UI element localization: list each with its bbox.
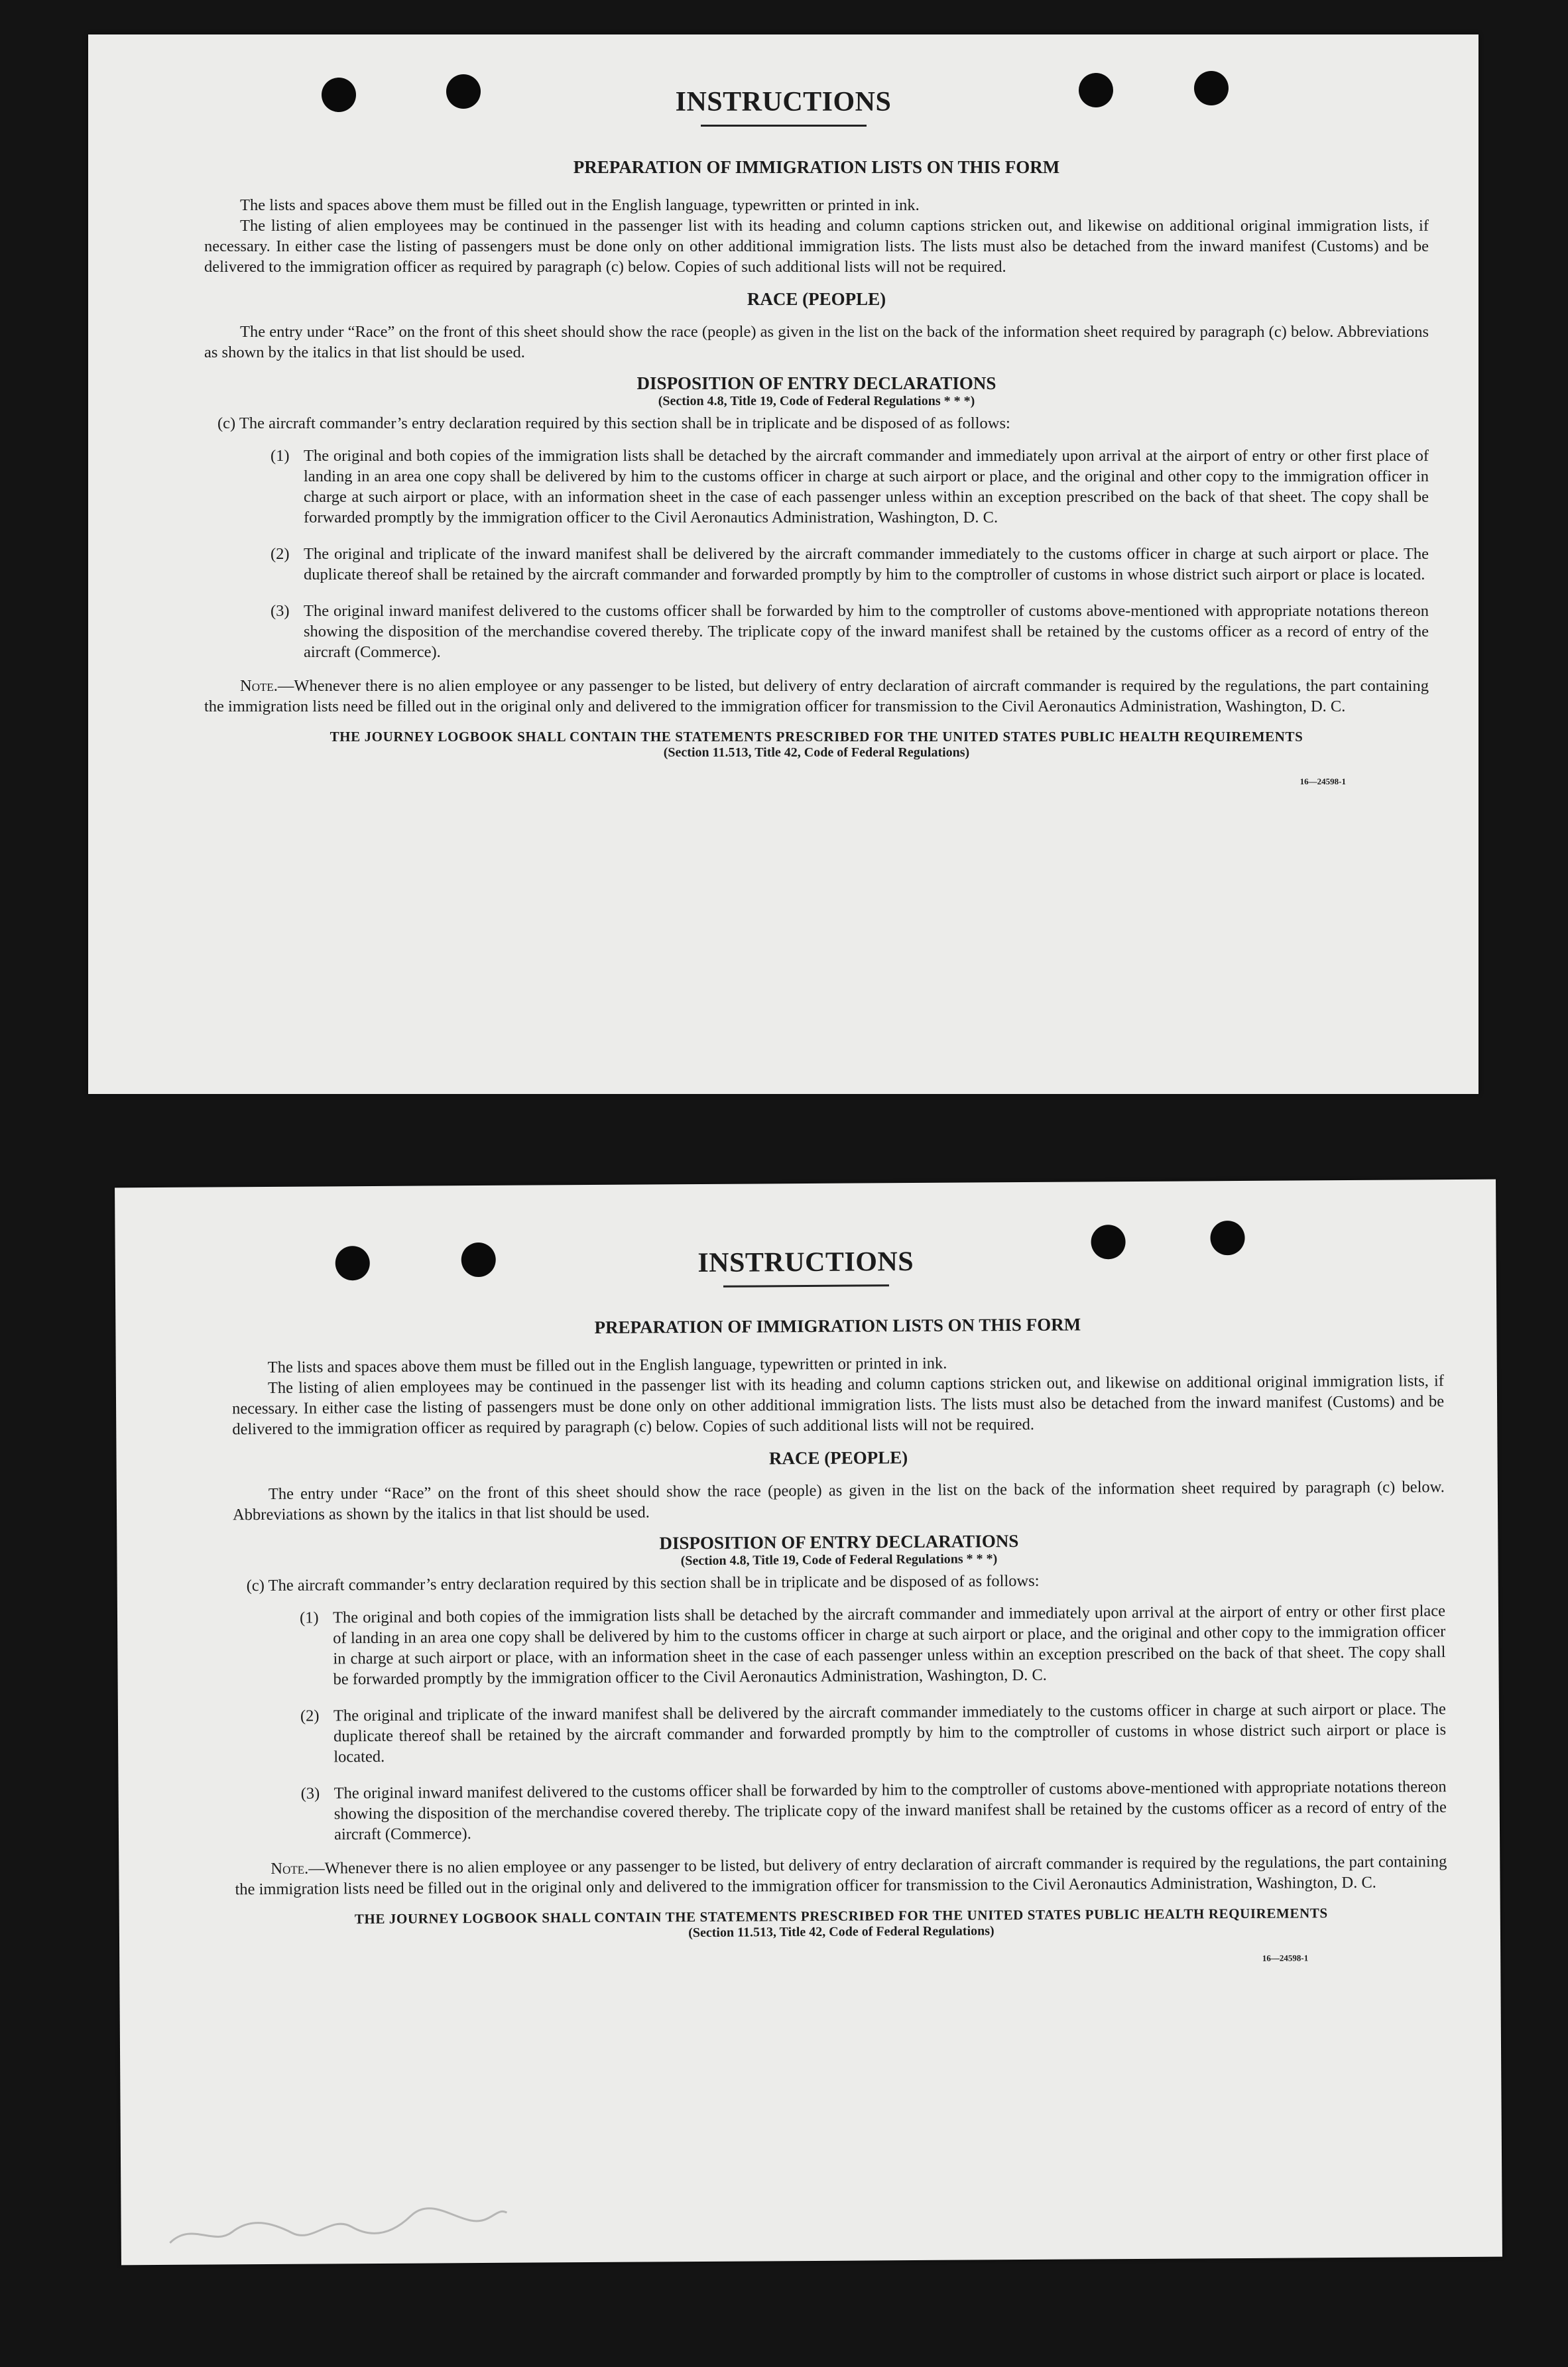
instructions-body — [204, 157, 1429, 787]
title-rule — [701, 125, 867, 127]
section-citation: (Section 4.8, Title 19, Code of Federal Regulations * * *) — [658, 394, 975, 408]
document-sheet-top — [88, 34, 1478, 1094]
list-item-text: The original and both copies of the immigration lists shall be detached by the aircraft commander and immediately upon arrival at the airport of entry or other first place of landing in an area one copy shall be delivered by him to the customs officer in charge at such airport or place, and the original and other copy to the immigration officer in charge at such airport or place, with an information sheet in the case of each passenger unless within an exception prescribed on the back of that sheet. The copy shall be forwarded promptly by the immigration officer to the Civil Aeronautics Administration, Washington, D. C. — [304, 447, 1429, 526]
paragraph: The entry under “Race” on the front of this sheet should show the race (people) as given in the list on the back of the information sheet required by paragraph (c) below. Abbreviations as shown by the italics in that list should be used. — [232, 1478, 1445, 1524]
list-item-text: The original and both copies of the immigration lists shall be detached by the aircraft commander and immediately upon arrival at the airport of entry or other first place of landing in an area one copy shall be delivered by him to the customs officer in charge at such airport or place, and the original and other copy to the immigration officer in charge at such airport or place, with an information sheet in the case of each passenger unless within an exception prescribed on the back of that sheet. The copy shall be forwarded promptly by the immigration officer to the Civil Aeronautics Administration, Washington, D. C. — [332, 1602, 1446, 1689]
paragraph: (c) The aircraft commander’s entry declaration required by this section shall be in triplicate and be disposed of as follows: — [217, 414, 1010, 432]
note-paragraph — [235, 1851, 1447, 1900]
logbook-statement: THE JOURNEY LOGBOOK SHALL CONTAIN THE STATEMENTS PRESCRIBED FOR THE UNITED STATES PUBLIC HEALTH REQUIREMENTS — [354, 1905, 1328, 1927]
note-text: —Whenever there is no alien employee or any passenger to be listed, but delivery of entry declaration of aircraft commander is required by the regulations, the part containing the immigration lists need be filled out in the original only and delivered to the immigration officer for transmission to the Civil Aeronautics Administration, Washington, D. C. — [204, 677, 1429, 715]
list-item-number: (3) — [271, 602, 290, 620]
list-item — [204, 601, 1429, 662]
paragraph: The listing of alien employees may be continued in the passenger list with its heading and column captions stricken out, and likewise on additional original immigration lists, if necessary. In either case the listing of passengers must be done only on other additional immigration lists. The lists must also be detached from the inward manifest (Customs) and be delivered to the immigration officer as required by paragraph (c) below. Copies of such additional lists will not be required. — [232, 1372, 1445, 1439]
note-lead: Note. — [271, 1859, 309, 1878]
list-item — [233, 1601, 1446, 1690]
section-heading-disposition: DISPOSITION OF ENTRY DECLARATIONS — [659, 1531, 1019, 1553]
list-item-number: (2) — [271, 545, 290, 563]
paragraph: The lists and spaces above them must be filled out in the English language, typewritten or printed in ink. — [267, 1354, 947, 1376]
page-title: INSTRUCTIONS — [675, 87, 892, 117]
section-heading-race: RACE (PEOPLE) — [747, 289, 886, 309]
list-item-text: The original inward manifest delivered to the customs officer shall be forwarded by him to the comptroller of customs above-mentioned with appropriate notations thereon showing the disposition of the merchandise covered thereby. The triplicate copy of the inward manifest shall be retained by the customs officer as a record of entry of the aircraft (Commerce). — [304, 602, 1429, 661]
form-number: 16—24598-1 — [1262, 1953, 1309, 1963]
logbook-citation: (Section 11.513, Title 42, Code of Federal Regulations) — [663, 745, 970, 760]
list-item-text: The original and triplicate of the inward manifest shall be delivered by the aircraft commander immediately to the customs officer in charge at such airport or place. The duplicate thereof shall be retained by the aircraft commander and forwarded promptly by him to the comptroller of customs in whose district such airport or place is located. — [304, 545, 1429, 583]
list-item-number: (3) — [300, 1784, 320, 1803]
list-item-number: (1) — [299, 1608, 319, 1627]
page-title: INSTRUCTIONS — [697, 1246, 914, 1279]
note-lead: Note. — [240, 677, 278, 695]
title-rule — [723, 1284, 888, 1288]
paragraph: (c) The aircraft commander’s entry declaration required by this section shall be in triplicate and be disposed of as follows: — [246, 1571, 1040, 1595]
list-item — [204, 446, 1429, 528]
paragraph: The listing of alien employees may be continued in the passenger list with its heading and column captions stricken out, and likewise on additional original immigration lists, if necessary. In either case the listing of passengers must be done only on other additional immigration lists. The lists must also be detached from the inward manifest (Customs) and be delivered to the immigration officer as required by paragraph (c) below. Copies of such additional lists will not be required. — [204, 217, 1429, 276]
paragraph: The entry under “Race” on the front of this sheet should show the race (people) as given in the list on the back of the information sheet required by paragraph (c) below. Abbreviations as shown by the italics in that list should be used. — [204, 323, 1429, 361]
instructions-body — [231, 1312, 1447, 1970]
list-item — [235, 1776, 1447, 1845]
logbook-citation: (Section 11.513, Title 42, Code of Federal Regulations) — [688, 1923, 995, 1941]
instructions-header — [88, 86, 1478, 127]
section-heading-race: RACE (PEOPLE) — [768, 1447, 908, 1469]
list-item — [234, 1699, 1447, 1768]
list-item — [204, 544, 1429, 585]
instructions-header — [115, 1243, 1496, 1292]
section-heading-preparation: PREPARATION OF IMMIGRATION LISTS ON THIS FORM — [594, 1314, 1081, 1337]
section-citation: (Section 4.8, Title 19, Code of Federal Regulations * * *) — [680, 1551, 998, 1569]
logbook-statement: THE JOURNEY LOGBOOK SHALL CONTAIN THE STATEMENTS PRESCRIBED FOR THE UNITED STATES PUBLIC HEALTH REQUIREMENTS — [330, 729, 1303, 745]
paragraph: The lists and spaces above them must be filled out in the English language, typewritten or printed in ink. — [240, 196, 920, 214]
document-sheet-bottom — [115, 1180, 1502, 2266]
list-item-number: (2) — [300, 1707, 320, 1725]
form-number: 16—24598-1 — [1299, 776, 1346, 786]
section-heading-disposition: DISPOSITION OF ENTRY DECLARATIONS — [636, 373, 996, 393]
note-paragraph — [204, 676, 1429, 717]
note-text: —Whenever there is no alien employee or any passenger to be listed, but delivery of entry declaration of aircraft commander is required by the regulations, the part containing the immigration lists need be filled out in the original only and delivered to the immigration officer for transmission to the Civil Aeronautics Administration, Washington, D. C. — [235, 1852, 1447, 1899]
list-item-text: The original inward manifest delivered to the customs officer shall be forwarded by him to the comptroller of customs above-mentioned with appropriate notations thereon showing the disposition of the merchandise covered thereby. The triplicate copy of the inward manifest shall be retained by the customs officer as a record of entry of the aircraft (Commerce). — [333, 1778, 1447, 1844]
list-item-number: (1) — [271, 447, 290, 465]
section-heading-preparation: PREPARATION OF IMMIGRATION LISTS ON THIS FORM — [573, 157, 1060, 177]
list-item-text: The original and triplicate of the inward manifest shall be delivered by the aircraft commander immediately to the customs officer in charge at such airport or place. The duplicate thereof shall be retained by the aircraft commander and forwarded promptly by him to the comptroller of customs in whose district such airport or place is located. — [333, 1700, 1447, 1766]
